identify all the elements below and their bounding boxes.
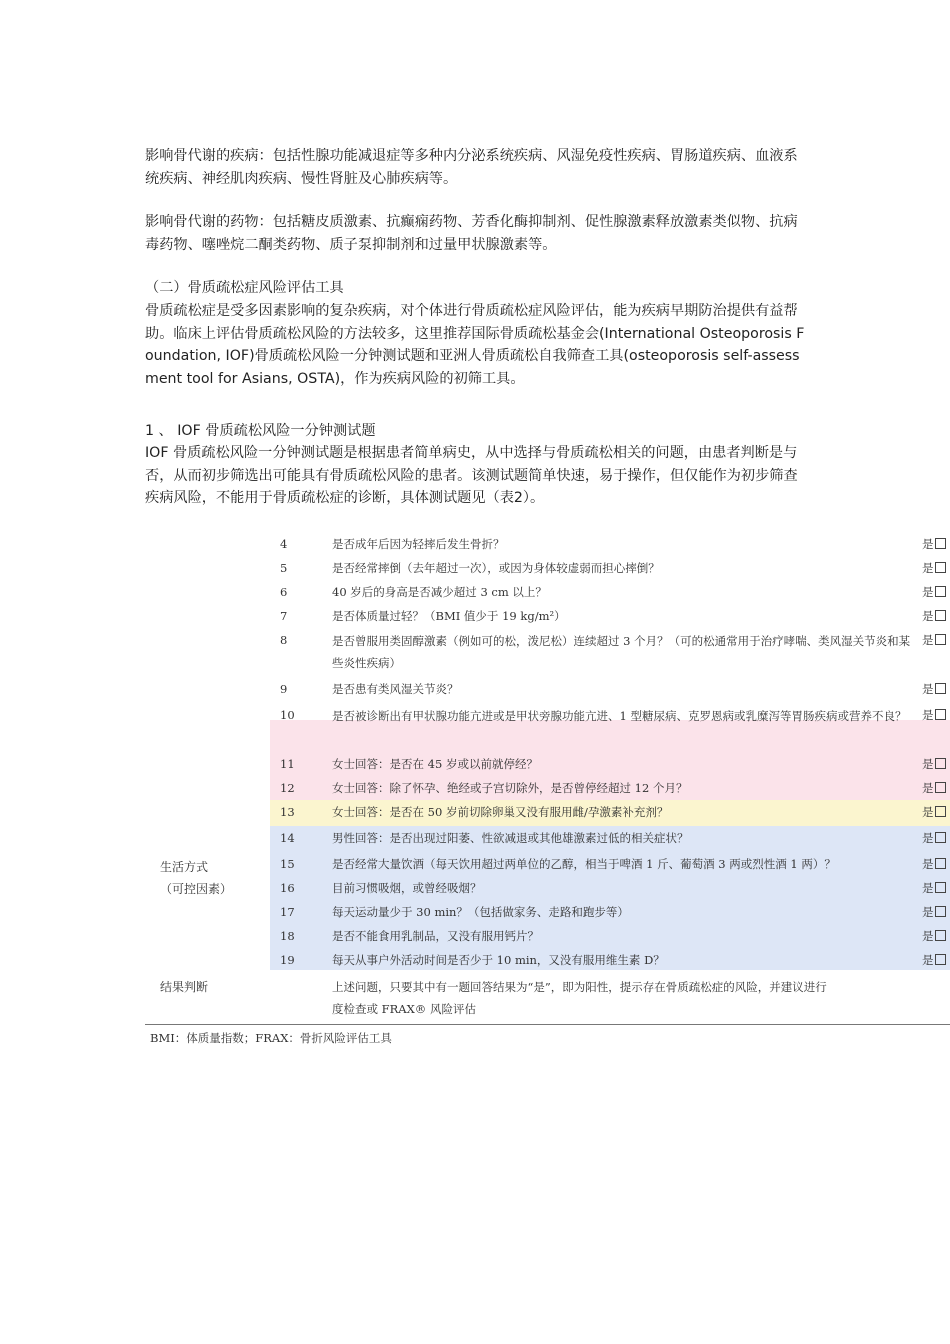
checkbox-icon xyxy=(935,683,946,694)
question-number: 4 xyxy=(280,537,288,551)
yes-option[interactable] xyxy=(922,705,950,725)
question-text: 40 岁后的身高是否减少超过 3 cm 以上？ xyxy=(332,585,547,599)
yes-label: 是 xyxy=(922,708,934,722)
question-text: 是否曾服用类固醇激素（例如可的松，泼尼松）连续超过 3 个月？（可的松通常用于治疗哮喘、类风湿关节炎和某些炎性疾病） xyxy=(332,634,911,670)
question-text: 是否被诊断出有甲状腺功能亢进或是甲状旁腺功能亢进、1 型糖尿病、克罗恩病或乳糜泻等胃肠疾病或营养不良？ xyxy=(332,709,907,723)
checkbox-icon xyxy=(935,858,946,869)
table-bottom-rule xyxy=(145,1024,950,1025)
question-number: 14 xyxy=(280,831,295,845)
result-line-2: 度检查或 FRAX® 风险评估 xyxy=(332,1002,476,1016)
yes-label: 是 xyxy=(922,682,934,696)
yes-option[interactable] xyxy=(922,902,950,922)
question-number: 8 xyxy=(280,633,288,647)
yes-option[interactable] xyxy=(922,534,950,554)
question-text: 是否成年后因为轻摔后发生骨折？ xyxy=(332,537,505,551)
question-text: 男性回答：是否出现过阳萎、性欲减退或其他雄激素过低的相关症状？ xyxy=(332,831,689,845)
category-lifestyle-controllable: （可控因素） xyxy=(160,882,233,896)
yes-label: 是 xyxy=(922,609,934,623)
yes-option[interactable] xyxy=(922,754,950,774)
question-text: 女士回答：是否在 45 岁或以前就停经？ xyxy=(332,757,538,771)
question-number: 16 xyxy=(280,881,295,895)
checkbox-icon xyxy=(935,634,946,645)
yes-label: 是 xyxy=(922,857,934,871)
subheading-iof-test: 1 、 IOF 骨质疏松风险一分钟测试题 xyxy=(145,423,376,439)
question-number: 17 xyxy=(280,905,295,919)
yes-label: 是 xyxy=(922,537,934,551)
yes-option[interactable] xyxy=(922,828,950,848)
question-text: 是否体质量过轻？（BMI 值少于 19 kg/m²） xyxy=(332,609,566,623)
question-text: 是否患有类风湿关节炎？ xyxy=(332,682,459,696)
checkbox-icon xyxy=(935,930,946,941)
paragraph-iof-description: IOF 骨质疏松风险一分钟测试题是根据患者简单病史，从中选择与骨质疏松相关的问题，由患者判断是与否，从而初步筛选出可能具有骨质疏松风险的患者。该测试题简单快速，易于操作，但仅能作为初步筛查疾病风险，不能用于骨质疏松症的诊断，具体测试题见（表2）。 xyxy=(145,445,798,506)
yes-option[interactable] xyxy=(922,582,950,602)
checkbox-icon xyxy=(935,709,946,720)
checkbox-icon xyxy=(935,882,946,893)
table-footnote: BMI：体质量指数；FRAX：骨折风险评估工具 xyxy=(150,1031,392,1045)
checkbox-icon xyxy=(935,562,946,573)
checkbox-icon xyxy=(935,610,946,621)
yes-option[interactable] xyxy=(922,778,950,798)
yes-option[interactable] xyxy=(922,950,950,970)
paragraph-bone-metabolism-diseases: 影响骨代谢的疾病：包括性腺功能减退症等多种内分泌系统疾病、风湿免疫性疾病、胃肠道疾病、血液系统疾病、神经肌肉疾病、慢性肾脏及心肺疾病等。 xyxy=(145,148,798,187)
question-number: 19 xyxy=(280,953,295,967)
yes-label: 是 xyxy=(922,929,934,943)
question-text: 女士回答：是否在 50 岁前切除卵巢又没有服用雌/孕激素补充剂？ xyxy=(332,805,669,819)
category-lifestyle: 生活方式 xyxy=(160,860,209,874)
checkbox-icon xyxy=(935,538,946,549)
question-number: 12 xyxy=(280,781,295,795)
checkbox-icon xyxy=(935,832,946,843)
paragraph-risk-assessment: 骨质疏松症是受多因素影响的复杂疾病，对个体进行骨质疏松症风险评估，能为疾病早期防治提供有益帮助。临床上评估骨质疏松风险的方法较多，这里推荐国际骨质疏松基金会(International Osteoporosis Foundation, IOF)骨质疏松风险一分钟测试题和亚洲人骨质疏松自我筛查工具(osteoporosis self-assessment tool for Asians, OSTA)，作为疾病风险的初筛工具。 xyxy=(145,303,805,387)
yes-option[interactable] xyxy=(922,679,950,699)
checkbox-icon xyxy=(935,906,946,917)
yes-option[interactable] xyxy=(922,926,950,946)
yes-label: 是 xyxy=(922,561,934,575)
question-text: 每天运动量少于 30 min？（包括做家务、走路和跑步等） xyxy=(332,905,629,919)
question-number: 9 xyxy=(280,682,288,696)
question-text: 每天从事户外活动时间是否少于 10 min，又没有服用维生素 D？ xyxy=(332,953,665,967)
checkbox-icon xyxy=(935,806,946,817)
checkbox-icon xyxy=(935,954,946,965)
question-number: 11 xyxy=(280,757,295,771)
category-result: 结果判断 xyxy=(160,980,209,994)
yes-label: 是 xyxy=(922,953,934,967)
question-number: 10 xyxy=(280,708,295,722)
yes-label: 是 xyxy=(922,757,934,771)
yes-label: 是 xyxy=(922,905,934,919)
checkbox-icon xyxy=(935,586,946,597)
paragraph-bone-metabolism-drugs: 影响骨代谢的药物：包括糖皮质激素、抗癫痫药物、芳香化酶抑制剂、促性腺激素释放激素类似物、抗病毒药物、噻唑烷二酮类药物、质子泵抑制剂和过量甲状腺激素等。 xyxy=(145,214,798,253)
yes-label: 是 xyxy=(922,633,934,647)
yes-label: 是 xyxy=(922,831,934,845)
question-text: 是否经常摔倒（去年超过一次），或因为身体较虚弱而担心摔倒？ xyxy=(332,561,660,575)
yes-option[interactable] xyxy=(922,854,950,874)
yes-option[interactable] xyxy=(922,802,950,822)
question-text: 是否不能食用乳制品，又没有服用钙片？ xyxy=(332,929,539,943)
question-number: 7 xyxy=(280,609,288,623)
yes-label: 是 xyxy=(922,585,934,599)
iof-risk-table xyxy=(145,530,950,1055)
checkbox-icon xyxy=(935,758,946,769)
checkbox-icon xyxy=(935,782,946,793)
question-text: 女士回答：除了怀孕、绝经或子宫切除外，是否曾停经超过 12 个月？ xyxy=(332,781,688,795)
question-text: 目前习惯吸烟，或曾经吸烟？ xyxy=(332,881,482,895)
yes-option[interactable] xyxy=(922,606,950,626)
question-number: 6 xyxy=(280,585,288,599)
question-number: 13 xyxy=(280,805,295,819)
question-text: 是否经常大量饮酒（每天饮用超过两单位的乙醇，相当于啤酒 1 斤、葡萄酒 3 两或烈性酒 1 两）？ xyxy=(332,857,836,871)
yes-option[interactable] xyxy=(922,878,950,898)
question-number: 15 xyxy=(280,857,295,871)
yes-label: 是 xyxy=(922,805,934,819)
yes-option[interactable] xyxy=(922,630,950,650)
result-line-1: 上述问题，只要其中有一题回答结果为“是”，即为阳性，提示存在骨质疏松症的风险，并建议进行 xyxy=(332,980,827,994)
question-number: 18 xyxy=(280,929,295,943)
question-number: 5 xyxy=(280,561,288,575)
yes-label: 是 xyxy=(922,781,934,795)
section-heading-risk-tools: （二）骨质疏松症风险评估工具 xyxy=(145,280,344,296)
yes-option[interactable] xyxy=(922,558,950,578)
yes-label: 是 xyxy=(922,881,934,895)
